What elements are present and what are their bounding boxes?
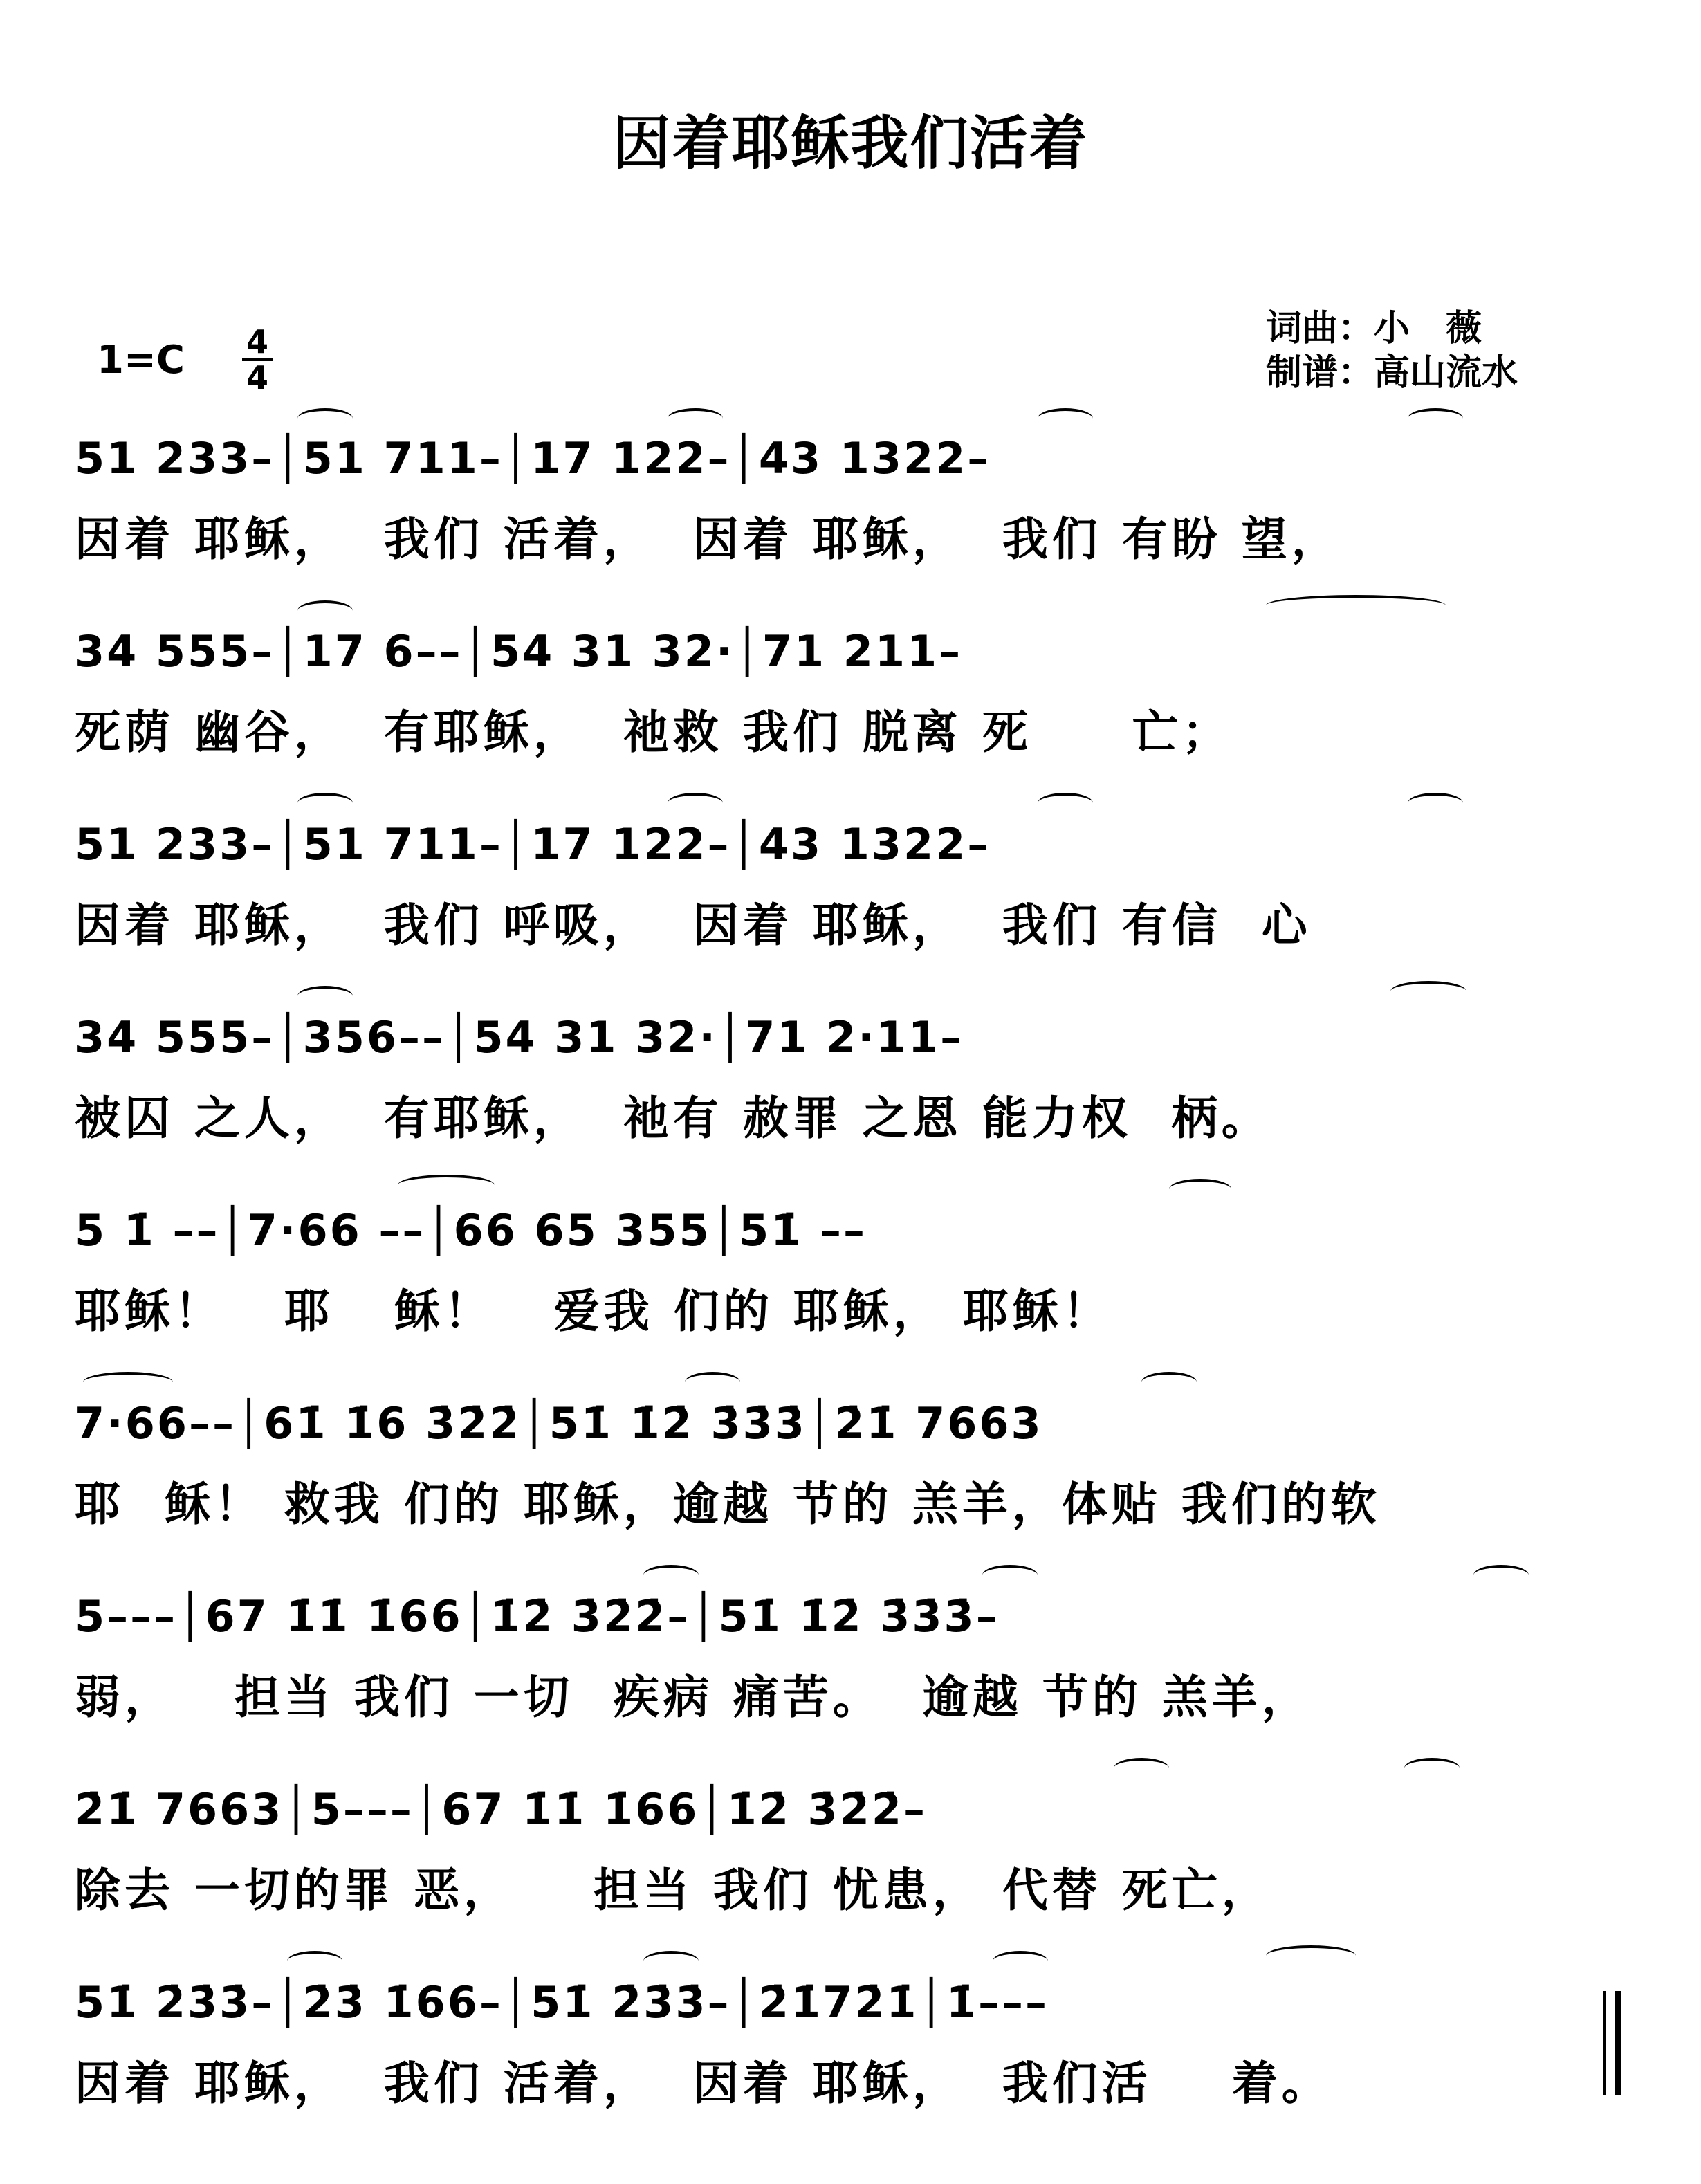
- slur-mark: [1408, 793, 1463, 814]
- staff-row: [0, 1943, 1701, 2136]
- slur-mark: [1114, 1758, 1169, 1779]
- slur-mark: [643, 1565, 699, 1586]
- slur-mark: [685, 1372, 740, 1393]
- notation-line: 7·66––│61̇ 1̇6 3̇2̇2̇│51̇ 1̇2̇ 3̇3̇3̇│2̇1̇ 7663: [75, 1398, 1043, 1449]
- slur-mark: [643, 1951, 699, 1972]
- time-signature-bottom: 4: [242, 358, 273, 394]
- notation-line: 51̇ 2̇3̇3̇–│2̇3̇ 1̇66–│51̇ 2̇3̇3̇–│2̇1̇72̇1̇│1̇–––: [75, 1977, 1049, 2028]
- slur-mark: [83, 1372, 173, 1393]
- slur-mark: [1266, 595, 1446, 616]
- lyrics-line: 因着 耶稣， 我们 活着， 因着 耶稣， 我们活 着。: [75, 2057, 1332, 2110]
- slur-mark: [1404, 1758, 1460, 1779]
- slur-mark: [668, 408, 723, 429]
- lyrics-line: 被囚 之人， 有耶稣， 祂有 赦罪 之恩 能力权 柄。: [75, 1092, 1271, 1145]
- staff-row: [0, 591, 1701, 785]
- notation-line: 5–––│67 1̇1̇ 1̇66│1̇2̇ 3̇2̇2̇–│51̇ 1̇2̇ 3̇3̇3̇–: [75, 1591, 1000, 1642]
- slur-mark: [398, 1175, 495, 1195]
- slur-mark: [1169, 1179, 1231, 1200]
- lyrics-line: 因着 耶稣， 我们 呼吸， 因着 耶稣， 我们 有信 心: [75, 899, 1312, 952]
- staff-row: [0, 1171, 1701, 1364]
- key-signature: 1=C: [97, 338, 185, 383]
- lyrics-line: 耶稣！ 耶 稣！ 爱我 们的 耶稣， 耶稣！: [75, 1285, 1112, 1338]
- lyrics-line: 因着 耶稣， 我们 活着， 因着 耶稣， 我们 有盼 望，: [75, 513, 1341, 566]
- slur-mark: [297, 793, 353, 814]
- lyrics-line: 死荫 幽谷， 有耶稣， 祂救 我们 脱离 死 亡；: [75, 706, 1232, 759]
- notation-line: 51 233–│51 711–│17 122–│43 1322–: [75, 819, 991, 870]
- credit-notation: 制谱：高山流水: [1266, 352, 1518, 394]
- slur-mark: [1141, 1372, 1197, 1393]
- slur-mark: [1266, 1945, 1356, 1966]
- staff-row: [0, 1750, 1701, 1943]
- credit-lyrics-music: 词曲：小 薇: [1266, 308, 1482, 349]
- staff-row: [0, 978, 1701, 1171]
- song-title: 因着耶稣我们活着: [612, 109, 1089, 177]
- slur-mark: [982, 1565, 1038, 1586]
- slur-mark: [1038, 408, 1093, 429]
- slur-mark: [993, 1951, 1048, 1972]
- staff-row: [0, 1557, 1701, 1750]
- notation-line: 5 1̇ ––│7·66 ––│66 65 355│51̇ ––: [75, 1205, 867, 1256]
- slur-mark: [1390, 981, 1466, 1002]
- lyrics-line: 弱， 担当 我们 一切 疾病 痛苦。 逾越 节的 羔羊，: [75, 1671, 1312, 1724]
- notation-line: 2̇1̇ 7663│5–––│67 1̇1̇ 1̇66│1̇2̇ 3̇2̇2̇–: [75, 1784, 927, 1835]
- slur-mark: [287, 1951, 342, 1972]
- notation-line: 34 555–│17 6––│54 31 32·│71 211–: [75, 626, 963, 677]
- slur-mark: [668, 793, 723, 814]
- lyrics-line: 耶 稣！ 救我 们的 耶稣，逾越 节的 羔羊，体贴 我们的软: [75, 1478, 1381, 1531]
- staff-row: [0, 1364, 1701, 1557]
- notation-line: 51 233–│51 711–│17 122–│43 1322–: [75, 433, 991, 484]
- slur-mark: [1473, 1565, 1529, 1586]
- slur-mark: [297, 408, 353, 429]
- time-signature-top: 4: [246, 323, 268, 360]
- time-signature: [242, 325, 273, 394]
- slur-mark: [297, 600, 353, 621]
- slur-mark: [1408, 408, 1463, 429]
- slur-mark: [1038, 793, 1093, 814]
- lyrics-line: 除去 一切的罪 恶， 担当 我们 忧患， 代替 死亡，: [75, 1864, 1271, 1917]
- staff-row: [0, 784, 1701, 978]
- slur-mark: [297, 986, 353, 1007]
- notation-line: 34 555–│356––│54 31 32·│71 2·11–: [75, 1012, 964, 1063]
- final-barline: [1603, 1991, 1621, 2095]
